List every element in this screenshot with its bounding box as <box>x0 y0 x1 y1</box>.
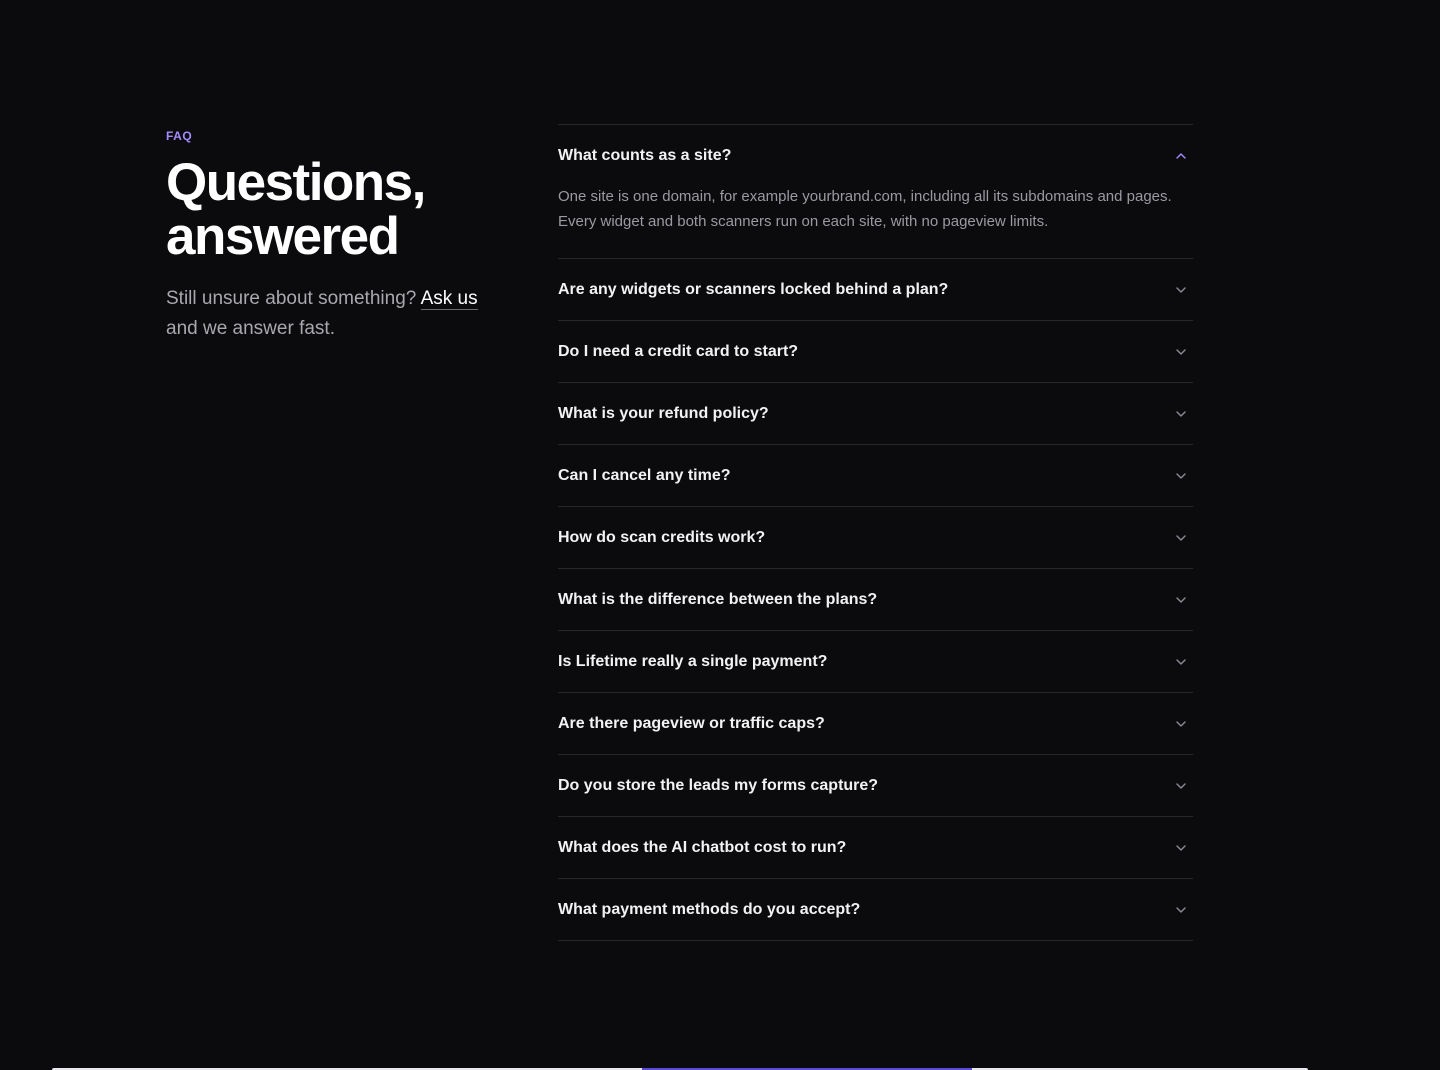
faq-question-toggle[interactable] <box>558 631 1193 692</box>
faq-question-toggle[interactable] <box>558 755 1193 816</box>
faq-question: Do you store the leads my forms capture? <box>558 776 879 794</box>
chevron-down-icon[interactable] <box>1175 718 1187 730</box>
faq-item <box>558 879 1193 941</box>
faq-question: What payment methods do you accept? <box>558 900 861 918</box>
faq-item <box>558 755 1193 817</box>
faq-question-toggle[interactable] <box>558 507 1193 568</box>
faq-question: What is your refund policy? <box>558 404 769 422</box>
faq-question: Can I cancel any time? <box>558 466 731 484</box>
faq-item <box>558 383 1193 445</box>
chevron-up-icon[interactable] <box>1175 150 1187 162</box>
faq-item <box>558 445 1193 507</box>
faq-item <box>558 321 1193 383</box>
intro-subtext <box>166 284 506 344</box>
chevron-down-icon[interactable] <box>1175 904 1187 916</box>
chevron-down-icon[interactable] <box>1175 842 1187 854</box>
subtext-after: and we answer fast. <box>166 318 335 339</box>
faq-question-toggle[interactable] <box>558 693 1193 754</box>
faq-question: What is the difference between the plans? <box>558 590 878 608</box>
faq-question-toggle[interactable] <box>558 383 1193 444</box>
chevron-down-icon[interactable] <box>1175 284 1187 296</box>
faq-intro <box>166 128 506 344</box>
chevron-down-icon[interactable] <box>1175 470 1187 482</box>
faq-question: Is Lifetime really a single payment? <box>558 652 828 670</box>
faq-question: Are there pageview or traffic caps? <box>558 714 825 732</box>
faq-item <box>558 259 1193 321</box>
faq-question-toggle[interactable] <box>558 259 1193 320</box>
title-line-2: answered <box>166 207 399 266</box>
title-line-1: Questions, <box>166 153 425 212</box>
faq-question-toggle[interactable] <box>558 445 1193 506</box>
faq-item <box>558 693 1193 755</box>
chevron-down-icon[interactable] <box>1175 594 1187 606</box>
faq-question-toggle[interactable] <box>558 321 1193 382</box>
faq-question-toggle[interactable] <box>558 569 1193 630</box>
page-title <box>166 153 506 266</box>
subtext-before: Still unsure about something? <box>166 288 421 309</box>
faq-answer: One site is one domain, for example yourbrand.com, including all its subdomains and pages. Every widget and both scanners run on each site, with no pageview limits. <box>558 188 1172 230</box>
faq-item <box>558 631 1193 693</box>
faq-item <box>558 817 1193 879</box>
faq-question: Are any widgets or scanners locked behind a plan? <box>558 280 949 298</box>
faq-item <box>558 569 1193 631</box>
chevron-down-icon[interactable] <box>1175 656 1187 668</box>
faq-item <box>558 125 1193 259</box>
section-eyebrow: FAQ <box>166 129 193 143</box>
faq-item <box>558 507 1193 569</box>
faq-accordion <box>558 124 1193 941</box>
chevron-down-icon[interactable] <box>1175 346 1187 358</box>
faq-question-toggle[interactable] <box>558 817 1193 878</box>
faq-question: What counts as a site? <box>558 146 732 164</box>
chevron-down-icon[interactable] <box>1175 780 1187 792</box>
ask-us-link[interactable]: Ask us <box>420 288 478 309</box>
faq-question-toggle[interactable] <box>558 125 1193 186</box>
chevron-down-icon[interactable] <box>1175 532 1187 544</box>
faq-question: How do scan credits work? <box>558 528 766 546</box>
faq-question: What does the AI chatbot cost to run? <box>558 838 847 856</box>
chevron-down-icon[interactable] <box>1175 408 1187 420</box>
faq-question: Do I need a credit card to start? <box>558 342 799 360</box>
faq-question-toggle[interactable] <box>558 879 1193 940</box>
